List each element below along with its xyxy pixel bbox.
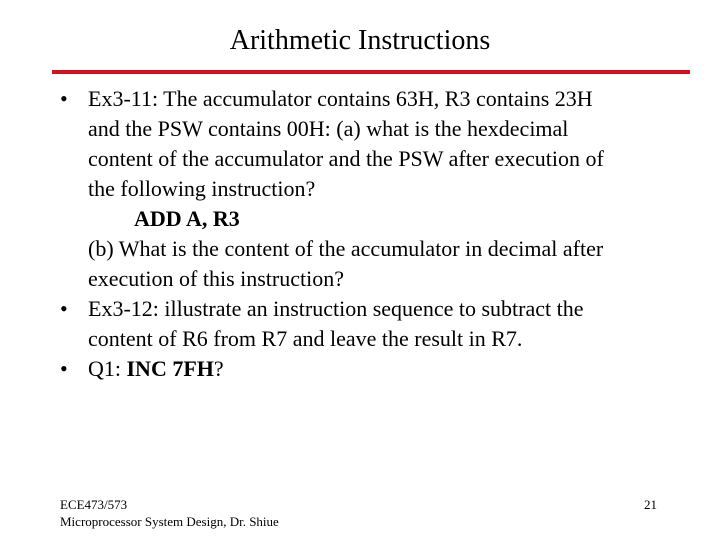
bullet-icon: •	[60, 86, 68, 111]
bullet-item-q1	[60, 354, 670, 384]
text-line: Ex3-11: The accumulator contains 63H, R3 contains 23H	[88, 86, 593, 111]
page-number: 21	[644, 497, 657, 512]
slide-title: Arithmetic Instructions	[229, 25, 491, 56]
bullet-icon: •	[60, 296, 68, 321]
footer	[60, 496, 279, 530]
q1-prefix: Q1:	[88, 356, 127, 381]
bullet-icon: •	[60, 356, 68, 381]
instruction-code: ADD A, R3	[134, 206, 240, 231]
footer-course: ECE473/573	[60, 497, 128, 512]
footer-subtitle: Microprocessor System Design, Dr. Shiue	[60, 514, 279, 529]
title-divider	[52, 70, 690, 74]
slide-body	[60, 84, 670, 384]
text-line: Ex3-12: illustrate an instruction sequence to subtract the	[88, 296, 584, 321]
text-line: content of R6 from R7 and leave the result in R7.	[88, 326, 523, 351]
bullet-item-ex3-12	[60, 294, 670, 354]
text-line: and the PSW contains 00H: (a) what is the hexdecimal	[88, 116, 569, 141]
text-line: the following instruction?	[88, 176, 316, 201]
text-line: execution of this instruction?	[88, 266, 344, 291]
text-line: (b) What is the content of the accumulator in decimal after	[88, 236, 604, 261]
q1-instruction: INC 7FH	[126, 356, 214, 381]
text-line	[88, 354, 670, 384]
bullet-item-ex3-11	[60, 84, 670, 294]
text-line: content of the accumulator and the PSW after execution of	[88, 146, 604, 171]
q1-suffix: ?	[213, 356, 224, 381]
